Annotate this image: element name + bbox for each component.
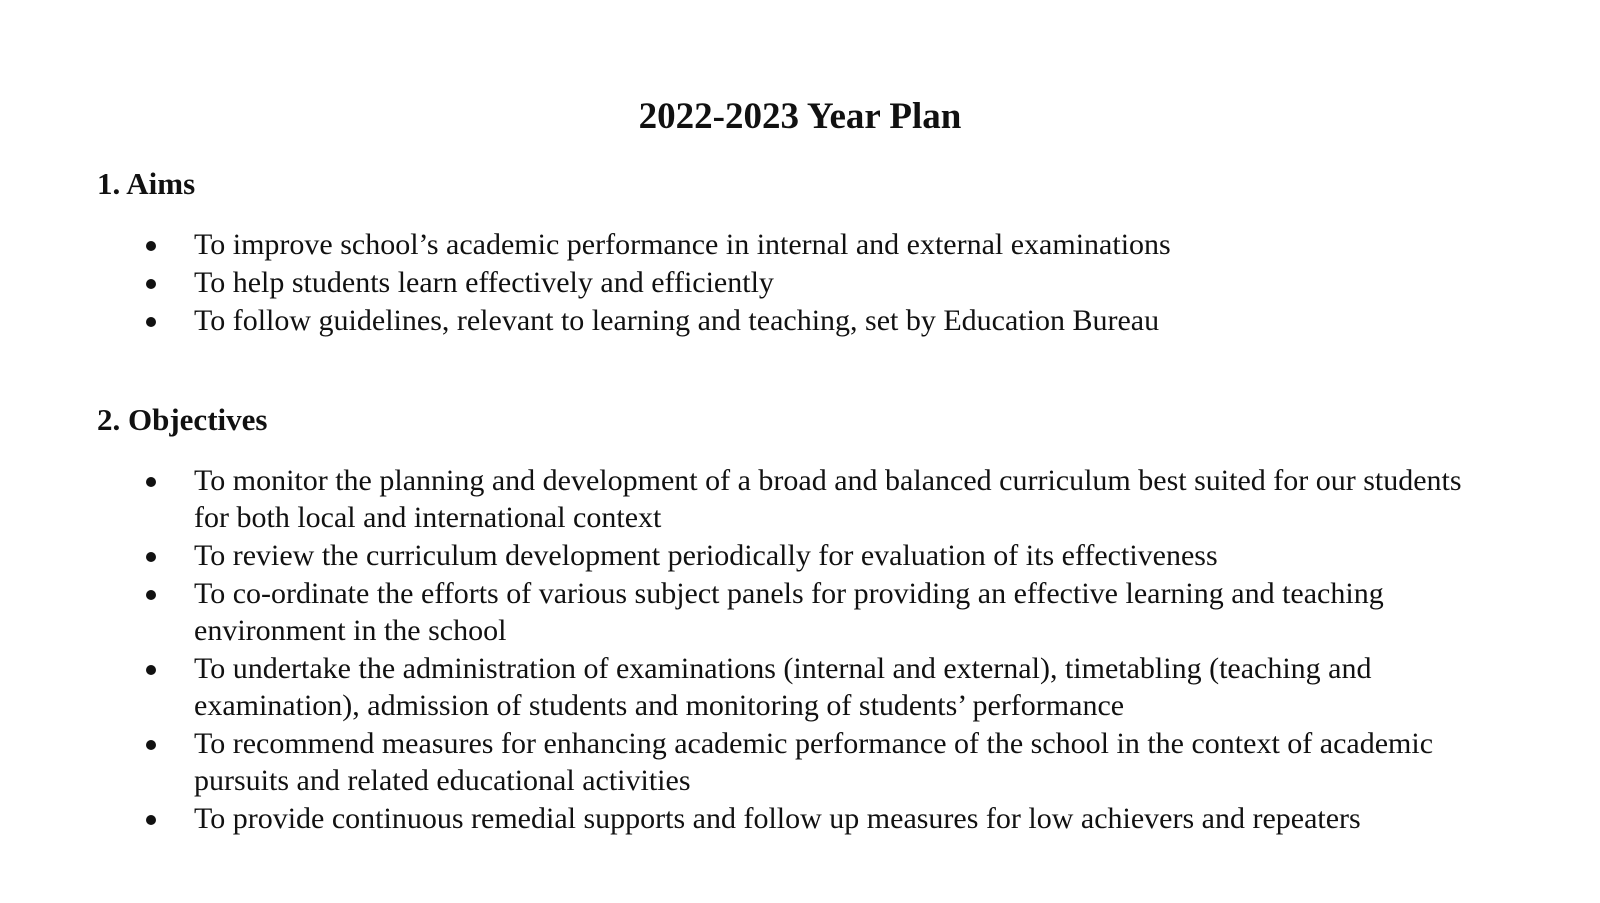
list-item-text: To recommend measures for enhancing academic performance of the school in the context of academic pursuits and related educational activities [194, 727, 1434, 797]
bullet-icon [146, 665, 156, 675]
list-item [0, 264, 1484, 301]
list-item [0, 800, 1484, 837]
list-item [0, 302, 1484, 339]
section-heading-objectives: 2. Objectives [97, 402, 268, 437]
list-item [0, 575, 1484, 649]
list-item [0, 226, 1484, 263]
bullet-icon [146, 279, 156, 289]
bullet-icon [146, 241, 156, 251]
list-item [0, 650, 1484, 724]
list-item-text: To monitor the planning and development of a broad and balanced curriculum best suited for our students for both local and international context [194, 464, 1462, 534]
list-item-text: To co-ordinate the efforts of various subject panels for providing an effective learning and teaching environment in the school [194, 577, 1384, 647]
list-item-text: To follow guidelines, relevant to learning and teaching, set by Education Bureau [194, 304, 1160, 337]
list-item [0, 537, 1484, 574]
list-item [0, 462, 1484, 536]
bullet-icon [146, 740, 156, 750]
bullet-icon [146, 477, 156, 487]
aims-list [0, 226, 1484, 340]
objectives-list [0, 462, 1484, 838]
bullet-icon [146, 552, 156, 562]
bullet-icon [146, 590, 156, 600]
list-item [0, 725, 1484, 799]
list-item-text: To review the curriculum development periodically for evaluation of its effectiveness [194, 539, 1218, 572]
list-item-text: To improve school’s academic performance in internal and external examinations [194, 228, 1171, 261]
list-item-text: To help students learn effectively and efficiently [194, 266, 774, 299]
document-title: 2022-2023 Year Plan [638, 96, 962, 137]
list-item-text: To undertake the administration of examinations (internal and external), timetabling (teaching and examination), admission of students and monitoring of students’ performance [194, 652, 1372, 722]
list-item-text: To provide continuous remedial supports and follow up measures for low achievers and repeaters [194, 802, 1361, 835]
bullet-icon [146, 317, 156, 327]
section-heading-aims: 1. Aims [97, 166, 196, 201]
bullet-icon [146, 815, 156, 825]
